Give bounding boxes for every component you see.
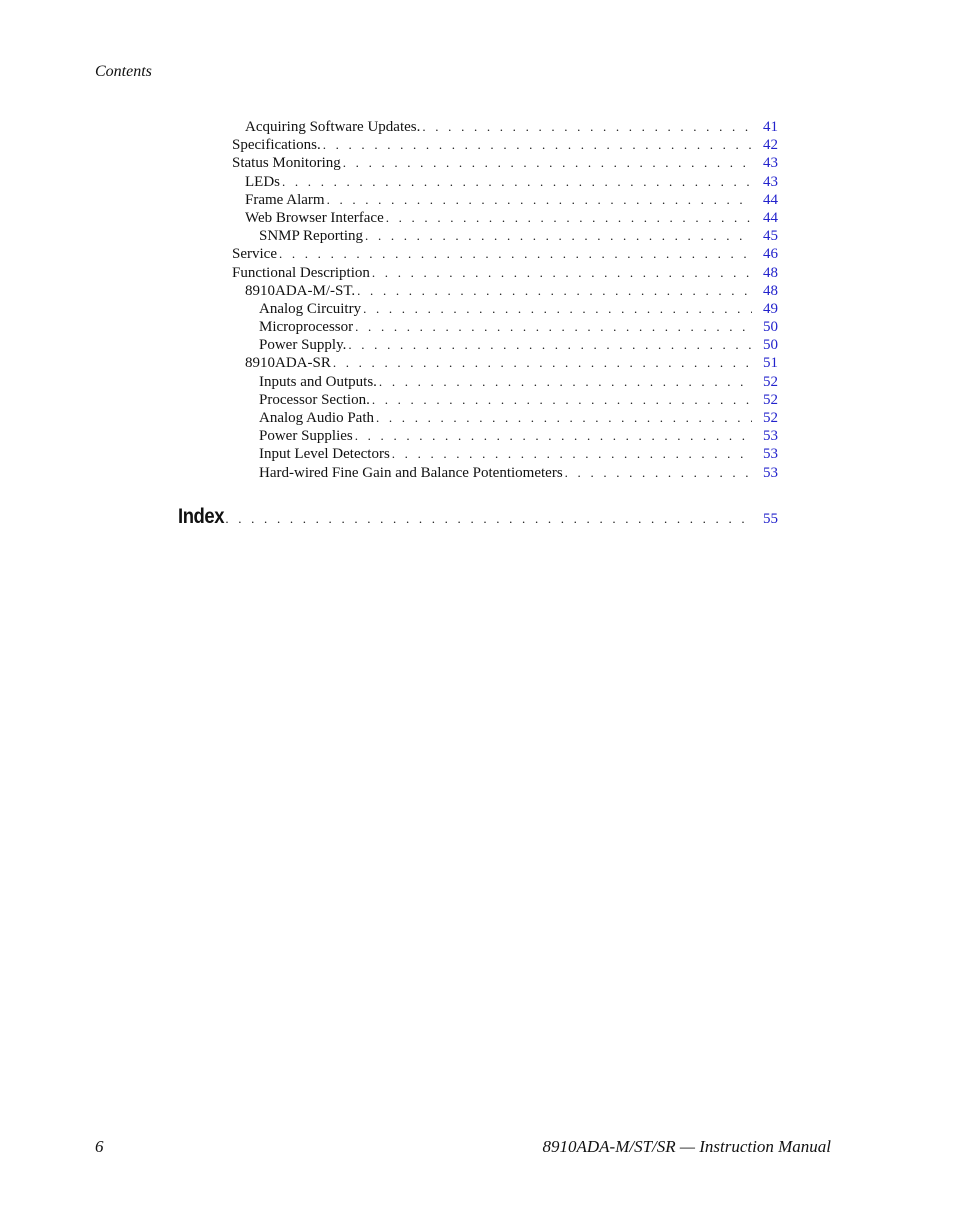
toc-page-link[interactable]: 52 [763, 373, 778, 390]
manual-title: 8910ADA-M/ST/SR — Instruction Manual [542, 1137, 831, 1156]
dot-leader [379, 373, 752, 391]
dot-leader [422, 118, 752, 136]
index-page-link[interactable]: 55 [763, 511, 778, 527]
toc-entry-microprocessor[interactable] [232, 318, 778, 336]
toc-entry-inputs-and-outputs[interactable] [232, 373, 778, 391]
toc-page-link[interactable]: 51 [763, 355, 778, 372]
toc-page-link[interactable]: 41 [763, 119, 778, 135]
dot-leader [323, 136, 752, 154]
toc-entry-title: Acquiring Software Updates. [245, 119, 421, 135]
dot-leader [282, 173, 752, 191]
page-number: 6 [95, 1137, 104, 1156]
toc-entry-analog-circuitry[interactable] [232, 300, 778, 318]
toc-entry-title: Analog Audio Path [259, 410, 374, 426]
dot-leader [355, 318, 752, 336]
toc-entry-title: Status Monitoring [232, 155, 341, 172]
toc-page-link[interactable]: 49 [763, 300, 778, 317]
toc-entry-web-browser-interface[interactable] [232, 209, 778, 227]
index-heading: Index [178, 505, 225, 528]
toc-entry-analog-audio-path[interactable] [232, 409, 778, 427]
toc-entry-title: Power Supply. [259, 337, 347, 354]
toc-entry-index[interactable] [178, 505, 778, 529]
toc-page-link[interactable]: 52 [763, 391, 778, 408]
toc-entry-title: Power Supplies [259, 428, 353, 445]
dot-leader [357, 282, 752, 300]
toc-entry-processor-section[interactable] [232, 391, 778, 409]
toc-entry-title: Hard-wired Fine Gain and Balance Potentiometers [259, 464, 563, 481]
toc-entry-title: Specifications. [232, 137, 321, 154]
dot-leader [348, 336, 752, 354]
toc-entry-title: Web Browser Interface [245, 209, 384, 226]
toc-page-link[interactable]: 46 [763, 246, 778, 263]
dot-leader [333, 354, 752, 372]
toc-page-link[interactable]: 53 [763, 446, 778, 463]
table-of-contents [232, 118, 778, 482]
toc-page-link[interactable]: 43 [763, 155, 778, 172]
dot-leader [565, 464, 752, 482]
toc-page-link[interactable]: 53 [763, 428, 778, 445]
dot-leader [386, 209, 752, 227]
toc-entry-8910ada-sr[interactable] [232, 354, 778, 372]
toc-entry-title: Functional Description [232, 264, 370, 281]
toc-entry-power-supply[interactable] [232, 336, 778, 354]
toc-page-link[interactable]: 50 [763, 337, 778, 354]
dot-leader [355, 427, 752, 445]
toc-entry-title: 8910ADA-SR [245, 355, 331, 372]
dot-leader [279, 245, 752, 263]
toc-entry-snmp-reporting[interactable] [232, 227, 778, 245]
toc-entry-title: Frame Alarm [245, 191, 325, 208]
toc-entry-frame-alarm[interactable] [232, 191, 778, 209]
dot-leader [343, 154, 752, 172]
toc-page-link[interactable]: 44 [763, 191, 778, 208]
toc-entry-power-supplies[interactable] [232, 427, 778, 445]
toc-entry-title: Processor Section. [259, 391, 370, 408]
toc-entry-acquiring-software-updates[interactable] [232, 118, 778, 136]
toc-page-link[interactable]: 52 [763, 410, 778, 426]
toc-entry-title: Service [232, 246, 277, 263]
toc-entry-functional-description[interactable] [232, 264, 778, 282]
dot-leader [327, 191, 752, 209]
toc-entry-input-level-detectors[interactable] [232, 445, 778, 463]
toc-page-link[interactable]: 48 [763, 264, 778, 281]
dot-leader [372, 391, 752, 409]
toc-page-link[interactable]: 50 [763, 319, 778, 336]
dot-leader [376, 409, 752, 427]
dot-leader [365, 227, 752, 245]
toc-page-link[interactable]: 42 [763, 137, 778, 154]
toc-entry-service[interactable] [232, 245, 778, 263]
toc-entry-title: Inputs and Outputs. [259, 373, 377, 390]
dot-leader [225, 511, 752, 527]
toc-entry-title: LEDs [245, 173, 280, 190]
toc-entry-8910ada-m-st[interactable] [232, 282, 778, 300]
toc-entry-title: Analog Circuitry [259, 300, 362, 317]
toc-entry-status-monitoring[interactable] [232, 154, 778, 172]
toc-entry-specifications[interactable] [232, 136, 778, 154]
toc-page-link[interactable]: 44 [763, 209, 778, 226]
dot-leader [363, 300, 752, 318]
toc-page-link[interactable]: 43 [763, 173, 778, 190]
dot-leader [392, 445, 752, 463]
toc-entry-title: SNMP Reporting [259, 228, 364, 245]
toc-entry-title: 8910ADA-M/-ST. [245, 282, 356, 299]
toc-page-link[interactable]: 48 [763, 282, 778, 299]
toc-entry-hard-wired-fine-gain[interactable] [232, 464, 778, 482]
dot-leader [372, 264, 752, 282]
running-head: Contents [95, 63, 152, 80]
toc-entry-title: Microprocessor [259, 319, 354, 336]
toc-entry-title: Input Level Detectors [259, 446, 390, 463]
toc-page-link[interactable]: 45 [763, 228, 778, 245]
toc-entry-leds[interactable] [232, 173, 778, 191]
toc-page-link[interactable]: 53 [763, 464, 778, 481]
